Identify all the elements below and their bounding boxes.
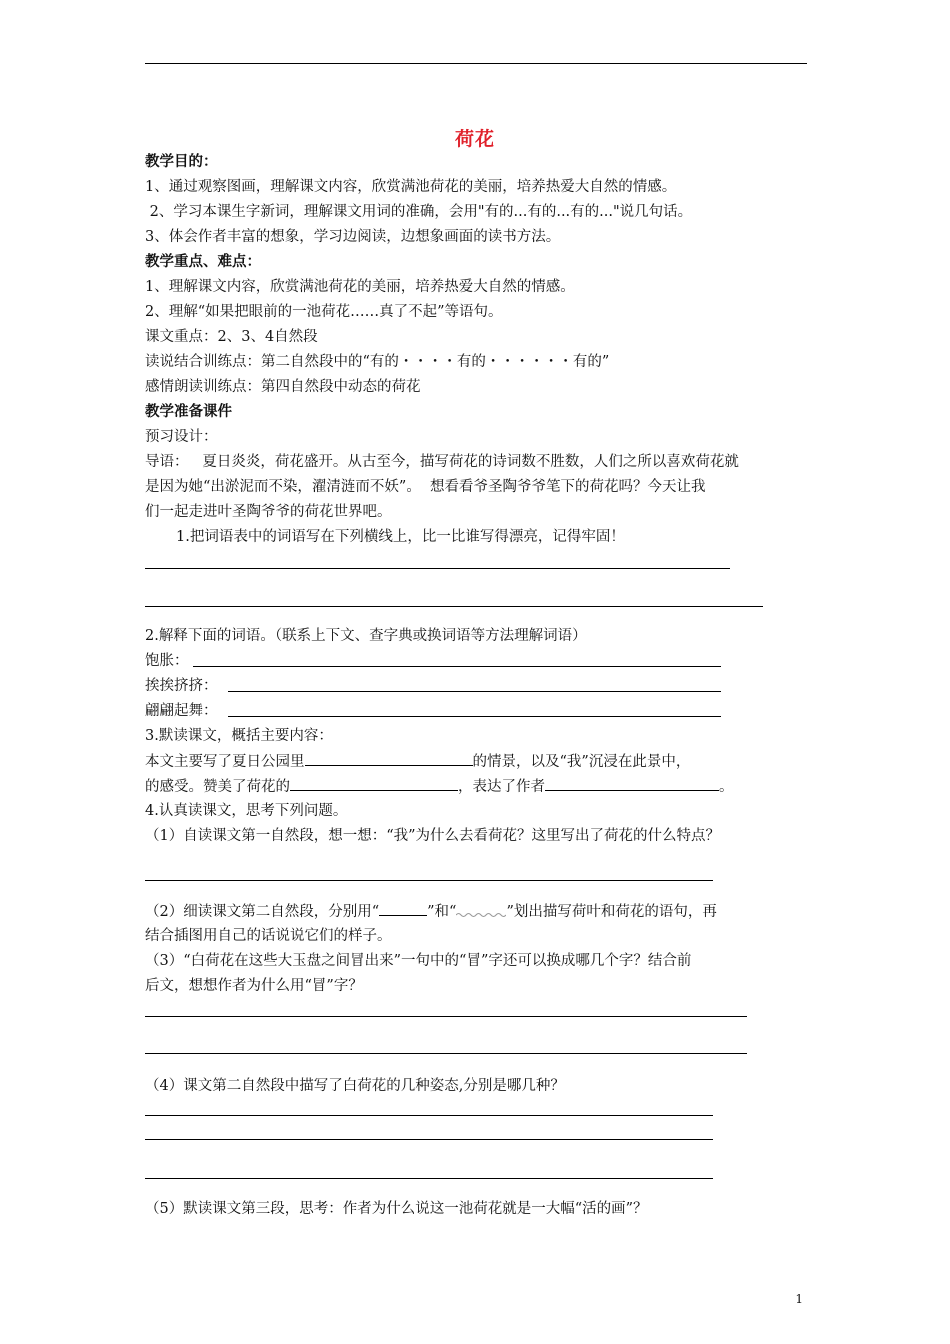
key-heading: 教学重点、难点： [145,253,261,270]
question-1: 1.把词语表中的词语写在下列横线上，比一比谁写得漂亮，记得牢固！ [176,529,625,545]
question-2: 2.解释下面的词语。（联系上下文、查字典或换词语等方法理解词语） [145,628,587,644]
answer-line[interactable] [145,606,763,607]
question-3: 3.默读课文，概括主要内容： [145,728,333,744]
answer-line[interactable] [145,1115,713,1116]
q3-text-a1: 本文主要写了夏日公园里 [145,754,305,770]
subquestion-2-line-2: 结合插图用自己的话说说它们的样子。 [145,928,392,944]
goal-item-3: 3、体会作者丰富的想象，学习边阅读，边想象画面的读书方法。 [145,229,561,245]
key-item-5: 感情朗读训练点：第四自然段中动态的荷花 [145,379,421,395]
answer-line[interactable] [145,1139,713,1140]
s2-text-a: （2）细读课文第二自然段，分别用“ [145,904,380,920]
word-1: 饱胀： [145,653,189,669]
fill-blank[interactable] [305,751,473,766]
answer-line[interactable] [145,1053,747,1054]
answer-line[interactable] [228,691,721,692]
key-item-2: 2、理解“如果把眼前的一池荷花……真了不起”等语句。 [145,304,503,320]
goals-heading: 教学目的： [145,153,218,170]
goal-item-2: 2、学习本课生字新词，理解课文用词的准确，会用"有的...有的...有的..."说几句话。 [145,204,693,220]
page-title: 荷花 [454,128,495,150]
intro-line-3: 们一起走进叶圣陶爷爷的荷花世界吧。 [145,504,392,520]
s2-text-c: ”划出描写荷叶和荷花的语句，再 [506,904,717,920]
fill-blank[interactable] [545,776,719,791]
question-3-line-2 [145,776,734,797]
page-number: 1 [795,1292,803,1306]
q3-text-b2: ，表达了作者 [458,779,545,795]
answer-line[interactable] [145,1178,713,1179]
answer-line[interactable] [145,1016,747,1017]
header-rule [145,63,807,64]
key-item-1: 1、理解课文内容，欣赏满池荷花的美丽，培养热爱大自然的情感。 [145,279,575,295]
prep-design: 预习设计： [145,429,218,445]
answer-line[interactable] [228,716,721,717]
straight-line-mark [379,901,427,916]
question-3-line-1 [145,751,690,772]
answer-line[interactable] [145,880,713,881]
intro-line-2: 是因为她“出淤泥而不染，濯清涟而不妖”。 想看看爷圣陶爷爷笔下的荷花吗？今天让我 [145,479,706,495]
key-item-3: 课文重点：2、3、4自然段 [145,329,318,345]
goal-item-1: 1、通过观察图画，理解课文内容，欣赏满池荷花的美丽，培养热爱大自然的情感。 [145,179,677,195]
answer-line[interactable] [193,666,721,667]
prep-heading: 教学准备课件 [145,403,232,420]
subquestion-3-line-1: （3）“白荷花在这些大玉盘之间冒出来”一句中的“冒”字还可以换成哪几个字？结合前 [145,953,692,969]
answer-line[interactable] [145,568,730,569]
key-item-4: 读说结合训练点：第二自然段中的“有的・・・・有的・・・・・・有的” [145,354,610,370]
q3-text-b1: 的感受。赞美了荷花的 [145,779,290,795]
word-3: 翩翩起舞： [145,703,218,719]
subquestion-2-line-1 [145,901,717,922]
q3-text-b3: 。 [719,779,734,795]
question-4: 4.认真读课文，思考下列问题。 [145,803,348,819]
subquestion-5: （5）默读课文第三段，思考：作者为什么说这一池荷花就是一大幅“活的画”？ [145,1201,648,1217]
q3-text-a2: 的情景，以及“我”沉浸在此景中， [472,754,691,770]
word-2: 挨挨挤挤： [145,678,218,694]
wavy-line-mark [456,902,506,916]
s2-text-b: ”和“ [427,904,457,920]
intro-line-1: 导语： 夏日炎炎，荷花盛开。从古至今，描写荷花的诗词数不胜数，人们之所以喜欢荷花就 [145,454,739,470]
subquestion-3-line-2: 后文，想想作者为什么用“冒”字？ [145,978,363,994]
fill-blank[interactable] [290,776,458,791]
subquestion-1: （1）自读课文第一自然段，想一想：“我”为什么去看荷花？这里写出了荷花的什么特点？ [145,828,721,844]
subquestion-4: （4）课文第二自然段中描写了白荷花的几种姿态,分别是哪几种？ [145,1078,565,1094]
